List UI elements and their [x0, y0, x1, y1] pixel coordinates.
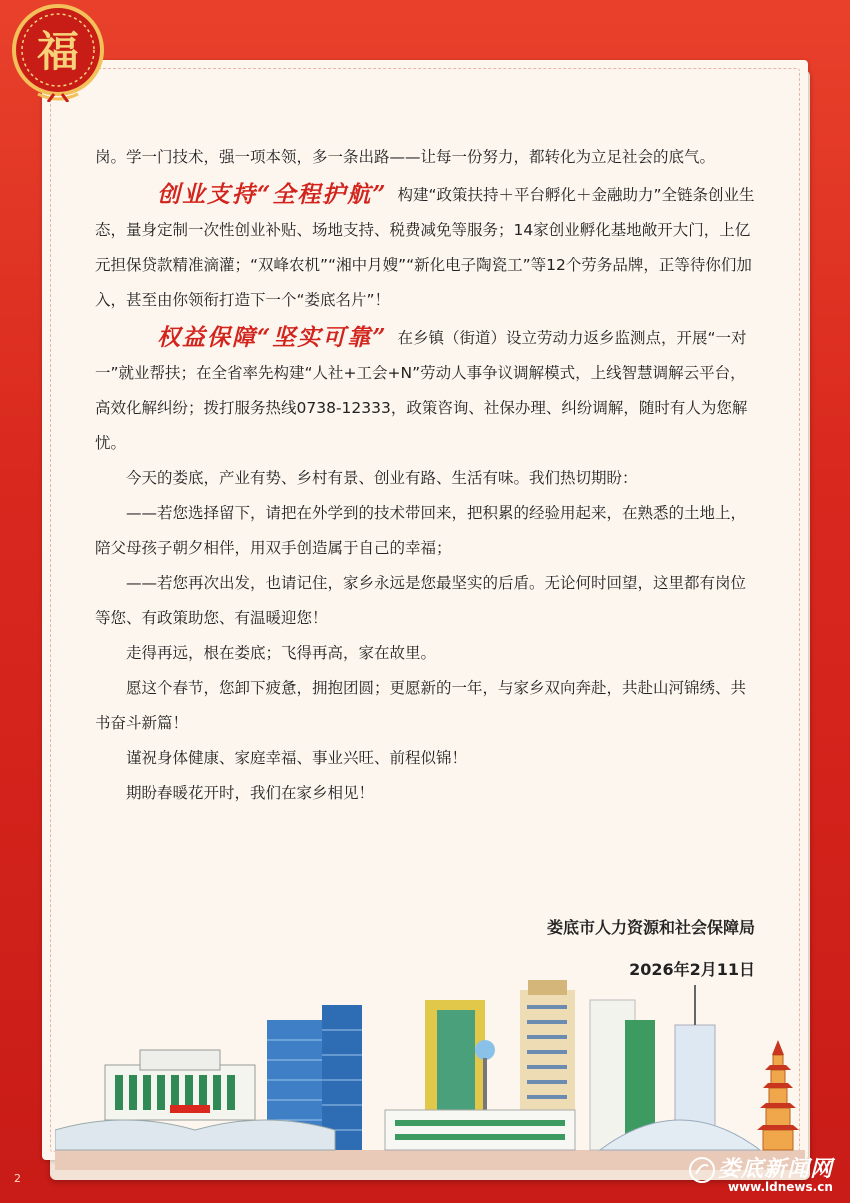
paragraph: 期盼春暖花开时，我们在家乡相见！	[126, 784, 375, 802]
paragraph-entrepreneurship	[95, 175, 755, 318]
paragraph: ——若您再次出发，也请记住，家乡永远是您最坚实的后盾。无论何时回望，这里都有岗位等您、有政策助您、有温暖迎您！	[95, 574, 747, 627]
watermark-url: www.ldnews.cn	[728, 1180, 833, 1194]
paragraph-text: 在乡镇（街道）设立劳动力返乡监测点，开展“一对一”就业帮扶；在全省率先构建“人社+工会+N”劳动人事争议调解模式，上线智慧调解云平台，高效化解纠纷；拨打服务热线0738-12333，政策咨询、社保办理、纠纷调解，随时有人为您解忧。	[95, 329, 748, 452]
ldnews-logo-icon	[688, 1156, 716, 1184]
paragraph: 愿这个春节，您卸下疲惫，拥抱团圆；更愿新的一年，与家乡双向奔赴，共赴山河锦绣、共书奋斗新篇！	[95, 679, 747, 732]
paragraph-text: 构建“政策扶持＋平台孵化＋金融助力”全链条创业生态，量身定制一次性创业补贴、场地支持、税费减免等服务；14家创业孵化基地敞开大门，上亿元担保贷款精准滴灌；“双峰农机”“湘中月嫂”“新化电子陶瓷工”等12个劳务品牌，正等待你们加入，甚至由你领衔打造下一个“娄底名片”！	[95, 186, 755, 309]
fu-lantern-badge	[8, 2, 108, 102]
paragraph: 谨祝身体健康、家庭幸福、事业兴旺、前程似锦！	[126, 749, 468, 767]
paragraph-rights	[95, 318, 755, 461]
section-heading-rights: 权益保障“坚实可靠”	[157, 324, 388, 351]
watermark-title: 娄底新闻网	[718, 1156, 834, 1182]
signature-org: 娄底市人力资源和社会保障局	[546, 918, 755, 937]
city-skyline-illustration	[55, 980, 805, 1170]
paragraph: 今天的娄底，产业有势、乡村有景、创业有路、生活有味。我们热切期盼：	[126, 469, 638, 487]
signature-date: 2026年2月11日	[629, 960, 755, 979]
fu-character: 福	[36, 27, 80, 76]
paragraph: ——若您选择留下，请把在外学到的技术带回来，把积累的经验用起来，在熟悉的土地上，陪父母孩子朝夕相伴，用双手创造属于自己的幸福；	[95, 504, 747, 557]
page-number: 2	[14, 1172, 21, 1185]
site-watermark	[688, 1150, 838, 1200]
section-heading-entrepreneurship: 创业支持“全程护航”	[157, 181, 388, 208]
paragraph: 走得再远，根在娄底；飞得再高，家在故里。	[126, 644, 437, 662]
letter-body	[95, 140, 755, 811]
paragraph: 岗。学一门技术，强一项本领，多一条出路——让每一份努力，都转化为立足社会的底气。	[95, 148, 716, 166]
